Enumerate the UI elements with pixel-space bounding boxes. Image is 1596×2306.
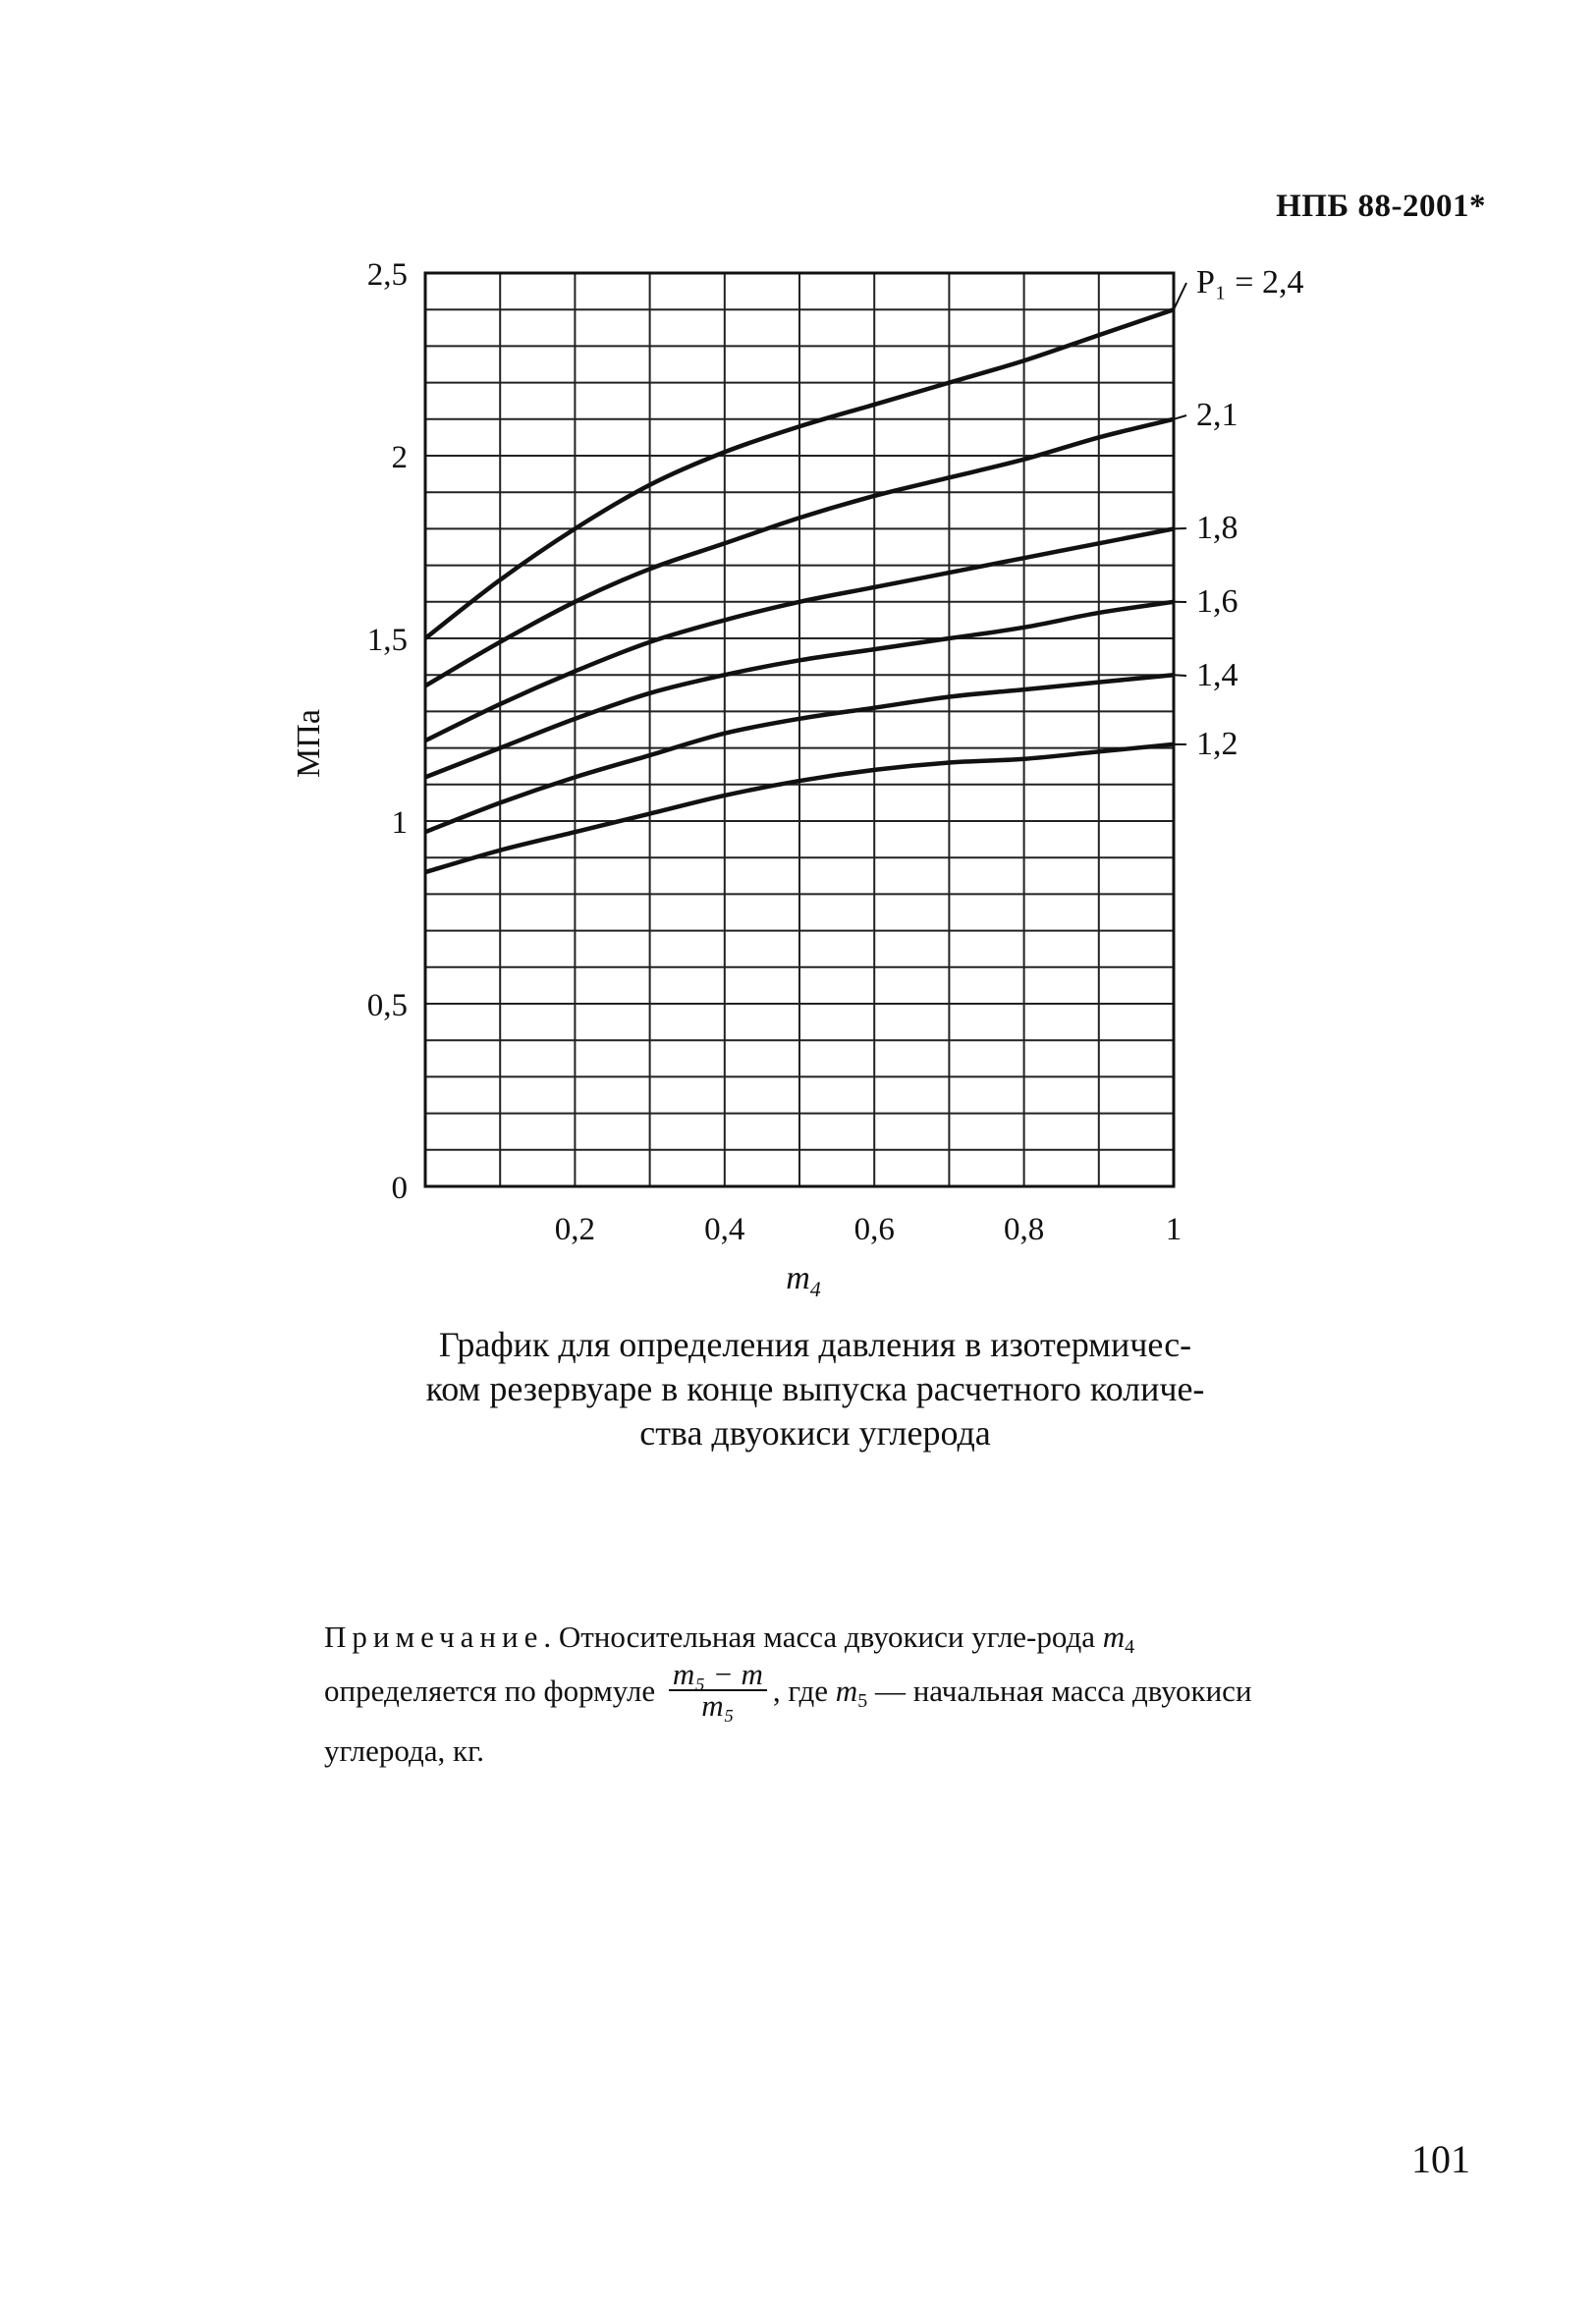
x-tick-label: 1 (1165, 1212, 1183, 1247)
document-code: НПБ 88-2001* (1276, 189, 1486, 224)
series-label-leader (1174, 283, 1186, 309)
x-tick-label: 0,2 (554, 1212, 596, 1247)
y-tick-label: 1,5 (366, 623, 408, 658)
caption-line-2: ком резервуаре в конце выпуска расчетного количе- (425, 1369, 1205, 1408)
note-m4: m (1102, 1620, 1126, 1654)
note-text-2: определяется по формуле (324, 1674, 663, 1709)
formula-denominator: m₅ (701, 1688, 735, 1723)
x-tick-label: 0,4 (704, 1212, 745, 1247)
note-text-1: . Относительная масса двуокиси угле-рода (543, 1620, 1103, 1654)
x-axis-label-main: m (786, 1260, 810, 1296)
series-label-2: 2,1 (1196, 397, 1238, 433)
page-number: 101 (1411, 2137, 1470, 2181)
note-paragraph (324, 1611, 1296, 1778)
note-m4-subscript: 4 (1125, 1636, 1135, 1658)
series-label-1: P₁ = 2,4 (1196, 264, 1304, 301)
series-label-5: 1,4 (1196, 657, 1238, 693)
caption-line-3: ства двуокиси углерода (639, 1413, 991, 1453)
note-formula (669, 1657, 767, 1723)
series-label-leader (1174, 415, 1186, 419)
y-axis-label: МПа (291, 709, 327, 778)
y-tick-label: 0,5 (366, 988, 408, 1023)
note-title: Примечание (324, 1620, 544, 1654)
y-tick-label: 2,5 (366, 257, 408, 293)
formula-numerator: m₅ − m (669, 1660, 767, 1691)
caption-line-1: График для определения давления в изотермичес- (438, 1325, 1192, 1364)
x-axis-label (786, 1260, 821, 1301)
note-text-3: , где (772, 1674, 836, 1709)
note-m5-subscript: 5 (857, 1690, 868, 1713)
series-label-6: 1,2 (1196, 726, 1238, 762)
series-label-3: 1,8 (1196, 510, 1238, 546)
x-tick-label: 0,8 (1003, 1212, 1045, 1247)
x-axis-label-subscript: 4 (809, 1277, 821, 1301)
note-m5: m (835, 1674, 858, 1709)
y-tick-label: 1 (391, 805, 408, 841)
y-tick-label: 0 (391, 1171, 408, 1206)
x-tick-label: 0,6 (853, 1212, 895, 1247)
note-text-4: — начальная масса двуокиси углерода, кг. (324, 1674, 1252, 1768)
figure-caption (295, 1323, 1336, 1455)
y-tick-label: 2 (391, 440, 408, 475)
series-label-leader (1174, 675, 1186, 676)
series-label-4: 1,6 (1196, 583, 1238, 620)
